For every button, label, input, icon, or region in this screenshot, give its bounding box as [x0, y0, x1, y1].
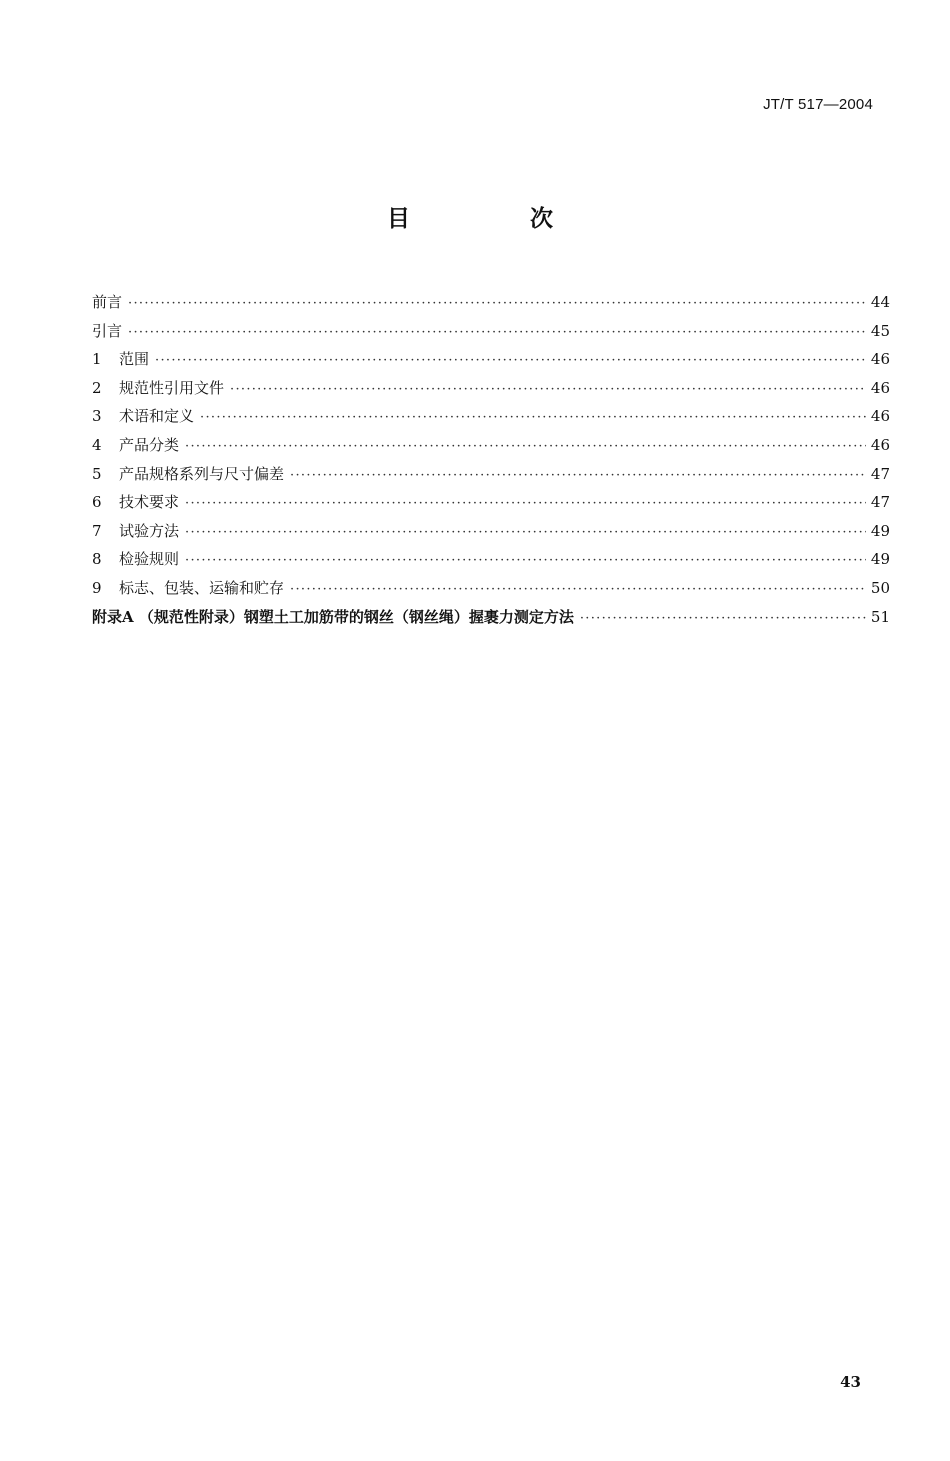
toc-leader-dots: [290, 462, 866, 491]
toc-entry-page: 46: [870, 378, 890, 397]
toc-entry-label: 引言: [92, 321, 123, 340]
toc-entry-label: 规范性引用文件: [119, 378, 225, 397]
toc-entry-page: 46: [870, 435, 890, 454]
toc-leader-dots: [290, 576, 866, 605]
toc-entry-label: 前言: [92, 293, 123, 311]
toc-entry-test-methods[interactable]: [92, 517, 890, 546]
toc-entry-page: 51: [870, 607, 890, 626]
toc-entry-normative-references[interactable]: [92, 374, 890, 403]
toc-entry-number: 5: [92, 464, 102, 483]
toc-entry-number: 9: [92, 578, 102, 597]
toc-entry-page: 50: [870, 578, 890, 597]
toc-entry-label: 标志、包装、运输和贮存: [119, 578, 285, 597]
toc-entry-label: 附录A （规范性附录）钢塑土工加筋带的钢丝（钢丝绳）握裹力测定方法: [92, 607, 574, 626]
toc-entry-terms-definitions[interactable]: [92, 402, 890, 431]
toc-entry-page: 46: [870, 407, 890, 426]
toc-entry-label: 试验方法: [119, 521, 180, 540]
toc-leader-dots: [185, 547, 866, 576]
toc-entry-technical-requirements[interactable]: [92, 488, 890, 517]
toc-entry-page: 45: [870, 321, 890, 340]
toc-leader-dots: [200, 404, 866, 433]
toc-entry-label: 术语和定义: [119, 407, 195, 426]
toc-entry-number: 6: [92, 493, 102, 512]
toc-entry-label: 检验规则: [119, 550, 180, 569]
toc-leader-dots: [128, 319, 866, 348]
toc-entry-number: 2: [92, 378, 102, 397]
toc-leader-dots: [185, 490, 866, 519]
toc-entry-inspection-rules[interactable]: [92, 545, 890, 574]
toc-entry-page: 46: [870, 350, 890, 369]
toc-leader-dots: [230, 376, 866, 405]
toc-entry-page: 49: [870, 550, 890, 569]
toc-entry-annex-a[interactable]: [92, 603, 890, 632]
toc-entry-page: 44: [870, 293, 890, 311]
toc-leader-dots: [128, 290, 866, 319]
toc-leader-dots: [185, 433, 866, 462]
table-of-contents: [92, 288, 890, 631]
toc-leader-dots: [155, 347, 866, 376]
toc-entry-number: 3: [92, 407, 102, 426]
page-number: 43: [840, 1373, 861, 1391]
toc-leader-dots: [580, 605, 866, 634]
toc-entry-classification[interactable]: [92, 431, 890, 460]
toc-entry-number: 1: [92, 350, 102, 369]
toc-entry-scope[interactable]: [92, 345, 890, 374]
toc-entry-number: 7: [92, 521, 102, 540]
toc-entry-page: 47: [870, 493, 890, 512]
toc-entry-specifications[interactable]: [92, 460, 890, 489]
toc-entry-number: 4: [92, 435, 102, 454]
toc-entry-number: 8: [92, 550, 102, 569]
toc-entry-page: 49: [870, 521, 890, 540]
toc-entry-foreword[interactable]: [92, 288, 890, 317]
toc-entry-label: 产品分类: [119, 435, 180, 454]
toc-entry-label: 范围: [119, 350, 150, 369]
toc-entry-marking-packaging[interactable]: [92, 574, 890, 603]
toc-entry-label: 技术要求: [119, 493, 180, 512]
toc-entry-introduction[interactable]: [92, 317, 890, 346]
toc-title: 目 次: [386, 206, 609, 232]
toc-entry-label: 产品规格系列与尺寸偏差: [119, 464, 285, 483]
standard-code: JT/T 517—2004: [763, 96, 873, 113]
toc-leader-dots: [185, 519, 866, 548]
toc-entry-page: 47: [870, 464, 890, 483]
